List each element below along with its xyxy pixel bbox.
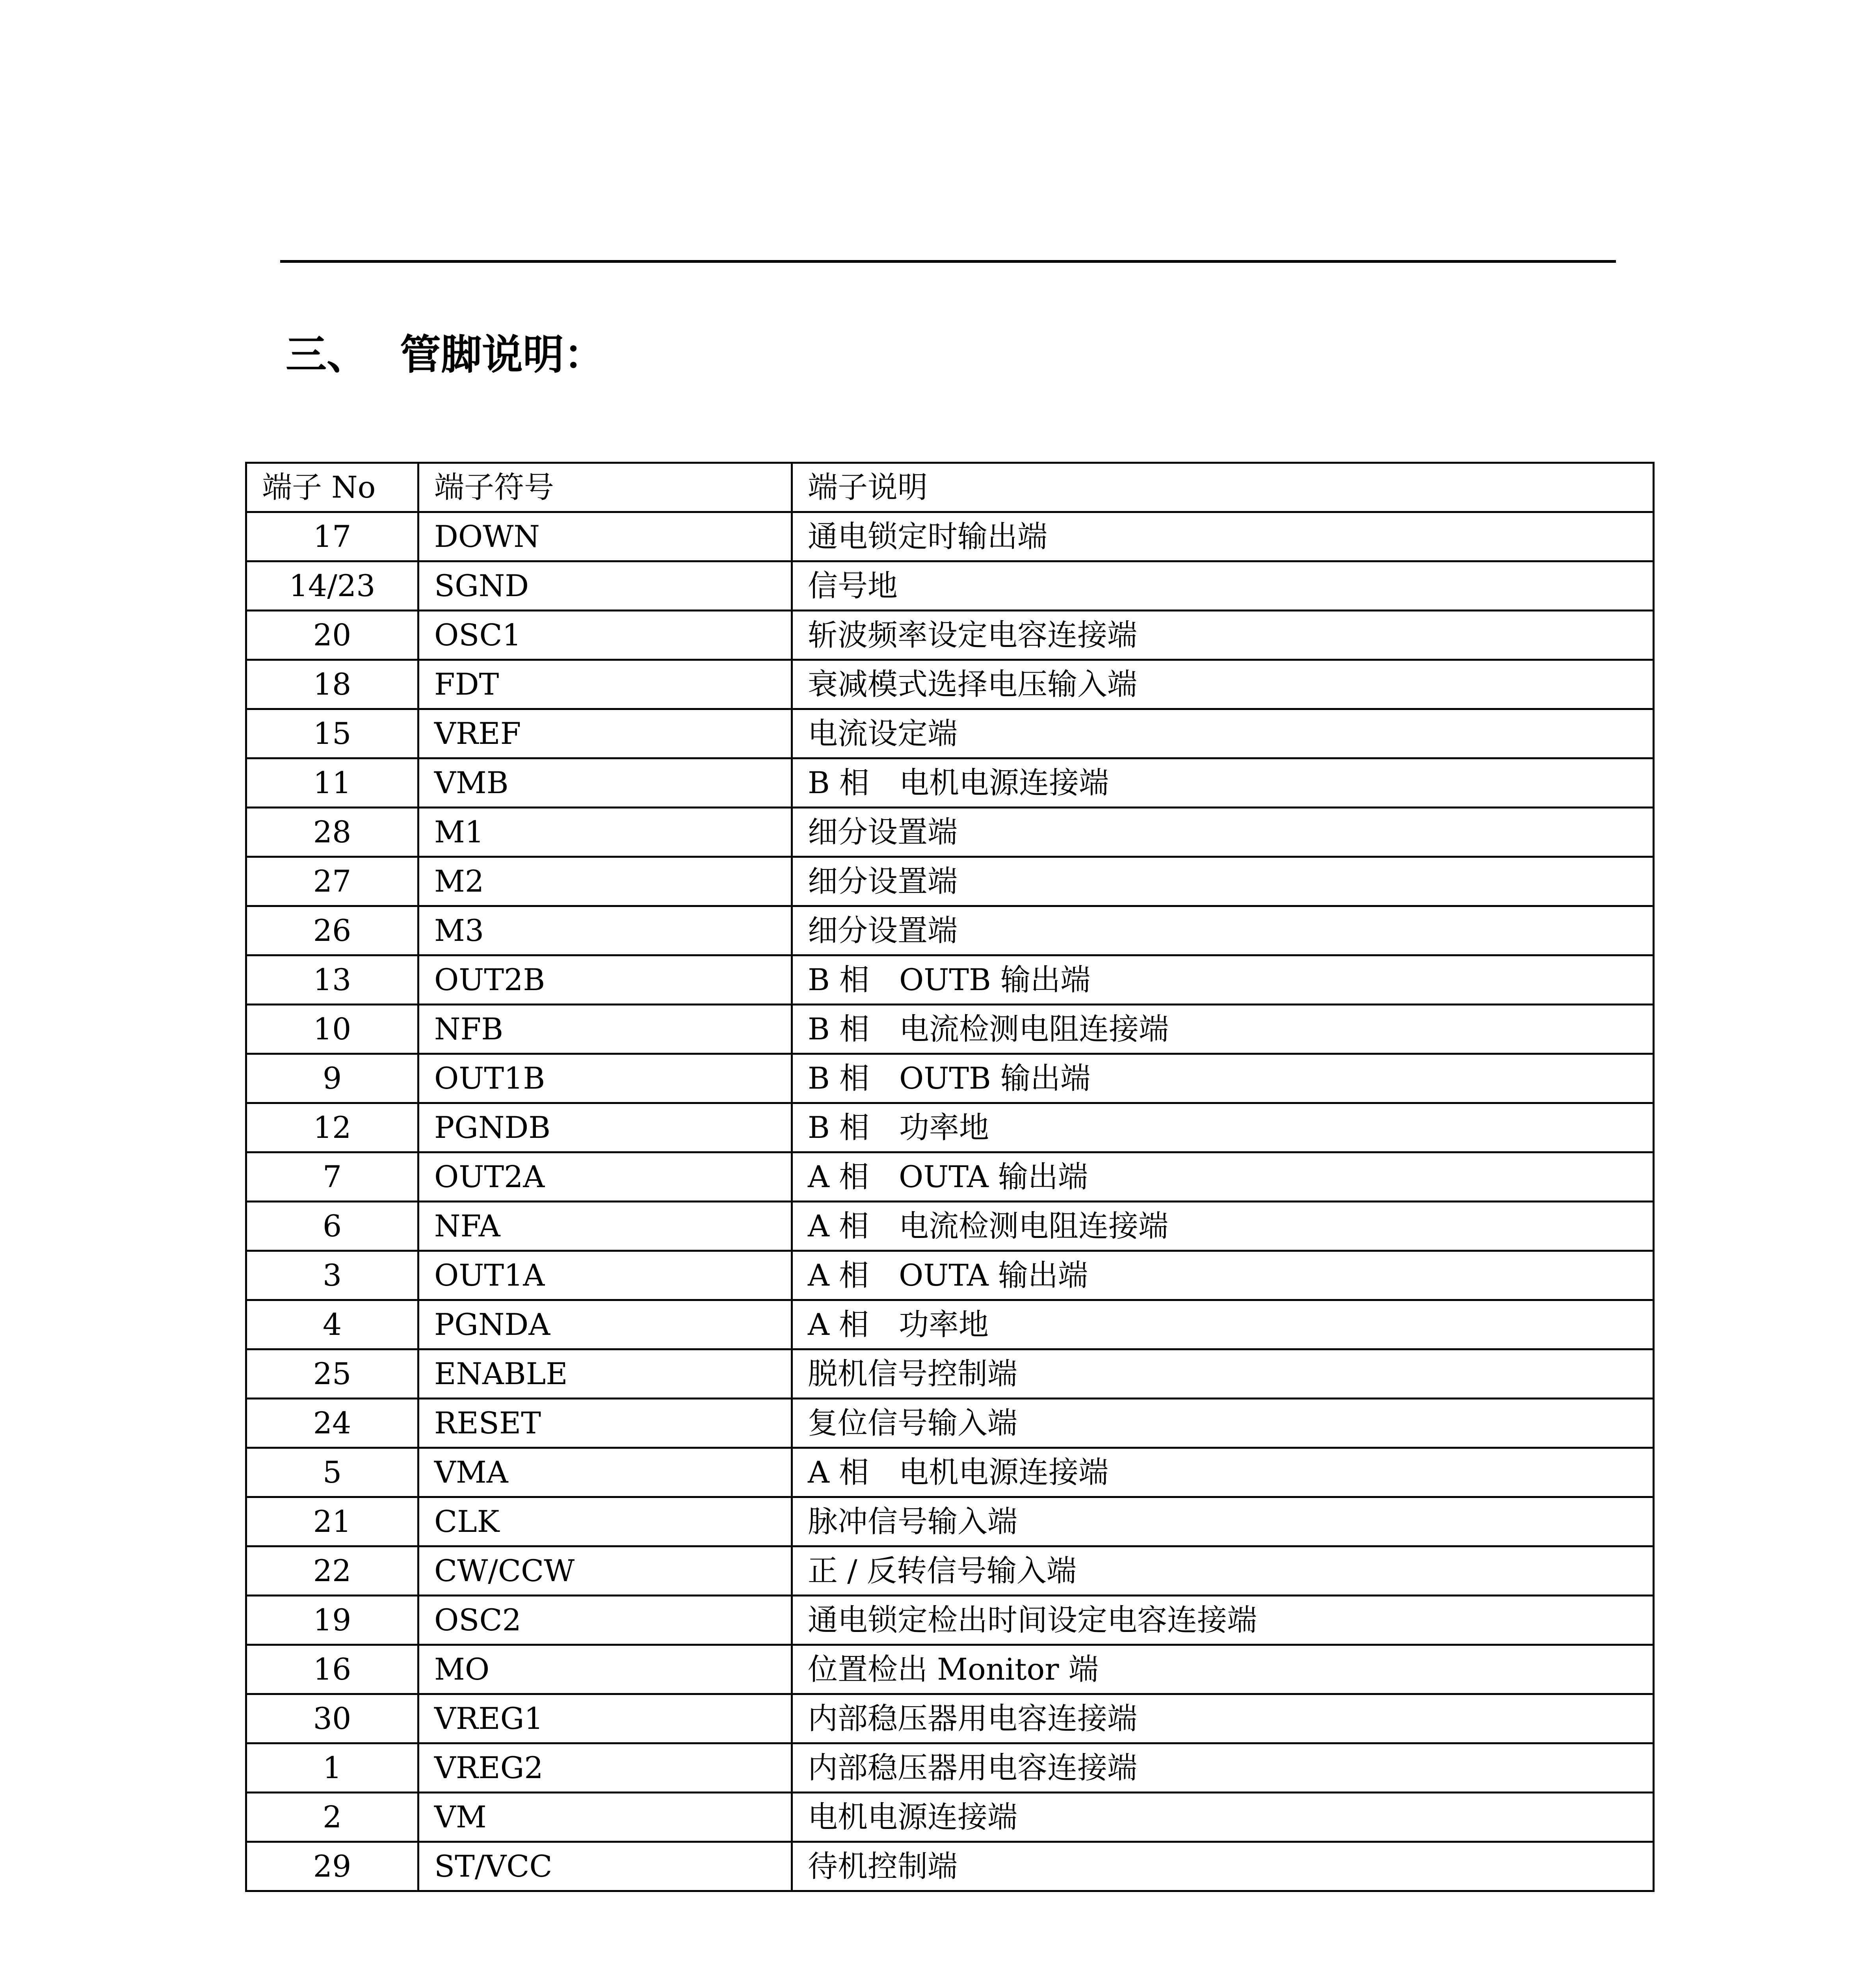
pin-symbol-cell: VMA: [418, 1448, 792, 1497]
pin-description-cell: 衰减模式选择电压输入端: [792, 660, 1654, 709]
table-row: [246, 758, 1654, 808]
pin-description-cell: 脱机信号控制端: [792, 1349, 1654, 1399]
pin-description-cell: 斩波频率设定电容连接端: [792, 611, 1654, 660]
pin-number-cell: 3: [246, 1251, 418, 1300]
pin-number-cell: 24: [246, 1399, 418, 1448]
pin-description-cell: 正 / 反转信号输入端: [792, 1546, 1654, 1596]
pin-symbol-cell: OUT2A: [418, 1152, 792, 1202]
table-row: [246, 1202, 1654, 1251]
pin-description-cell: A 相 功率地: [792, 1300, 1654, 1349]
pin-number-cell: 4: [246, 1300, 418, 1349]
table-row: [246, 955, 1654, 1005]
pin-symbol-cell: VREG1: [418, 1694, 792, 1743]
pin-description-cell: 细分设置端: [792, 808, 1654, 857]
pin-symbol-cell: NFA: [418, 1202, 792, 1251]
header-pin-description: 端子说明: [792, 463, 1654, 512]
pin-symbol-cell: RESET: [418, 1399, 792, 1448]
pin-description-cell: B 相 OUTB 输出端: [792, 955, 1654, 1005]
table-row: [246, 1300, 1654, 1349]
pin-description-cell: B 相 电机电源连接端: [792, 758, 1654, 808]
pin-number-cell: 25: [246, 1349, 418, 1399]
pin-number-cell: 9: [246, 1054, 418, 1103]
table-header-row: [246, 463, 1654, 512]
pin-number-cell: 5: [246, 1448, 418, 1497]
pin-number-cell: 30: [246, 1694, 418, 1743]
pin-description-cell: 电流设定端: [792, 709, 1654, 758]
pin-number-cell: 27: [246, 857, 418, 906]
table-row: [246, 1645, 1654, 1694]
table-row: [246, 906, 1654, 955]
pin-symbol-cell: VM: [418, 1793, 792, 1842]
pin-symbol-cell: CW/CCW: [418, 1546, 792, 1596]
table-row: [246, 1349, 1654, 1399]
table-row: [246, 1251, 1654, 1300]
table-row: [246, 512, 1654, 561]
pin-description-cell: A 相 电流检测电阻连接端: [792, 1202, 1654, 1251]
pin-number-cell: 13: [246, 955, 418, 1005]
pin-description-cell: 信号地: [792, 561, 1654, 611]
pin-symbol-cell: PGNDB: [418, 1103, 792, 1152]
pin-symbol-cell: MO: [418, 1645, 792, 1694]
pin-symbol-cell: CLK: [418, 1497, 792, 1546]
section-title-text: 管脚说明：: [400, 331, 605, 379]
pin-symbol-cell: OUT2B: [418, 955, 792, 1005]
pin-number-cell: 1: [246, 1743, 418, 1793]
table-row: [246, 561, 1654, 611]
table-row: [246, 1842, 1654, 1891]
pin-symbol-cell: NFB: [418, 1005, 792, 1054]
table-row: [246, 1399, 1654, 1448]
pin-description-cell: A 相 电机电源连接端: [792, 1448, 1654, 1497]
pin-symbol-cell: M1: [418, 808, 792, 857]
table-row: [246, 1793, 1654, 1842]
table-row: [246, 1005, 1654, 1054]
pin-number-cell: 15: [246, 709, 418, 758]
pin-number-cell: 11: [246, 758, 418, 808]
pin-symbol-cell: M2: [418, 857, 792, 906]
table-row: [246, 1054, 1654, 1103]
header-pin-no: 端子 No: [246, 463, 418, 512]
table-row: [246, 1497, 1654, 1546]
table-row: [246, 1448, 1654, 1497]
pin-number-cell: 14/23: [246, 561, 418, 611]
pin-symbol-cell: OSC1: [418, 611, 792, 660]
pin-symbol-cell: DOWN: [418, 512, 792, 561]
table-row: [246, 611, 1654, 660]
pin-number-cell: 16: [246, 1645, 418, 1694]
pin-description-table: [245, 462, 1655, 1892]
pin-number-cell: 17: [246, 512, 418, 561]
pin-number-cell: 6: [246, 1202, 418, 1251]
pin-number-cell: 18: [246, 660, 418, 709]
pin-number-cell: 22: [246, 1546, 418, 1596]
pin-description-cell: A 相 OUTA 输出端: [792, 1152, 1654, 1202]
pin-description-cell: A 相 OUTA 输出端: [792, 1251, 1654, 1300]
section-title: [286, 329, 605, 380]
pin-symbol-cell: FDT: [418, 660, 792, 709]
pin-symbol-cell: OUT1A: [418, 1251, 792, 1300]
pin-symbol-cell: OUT1B: [418, 1054, 792, 1103]
pin-description-cell: 位置检出 Monitor 端: [792, 1645, 1654, 1694]
table-row: [246, 1694, 1654, 1743]
pin-symbol-cell: ENABLE: [418, 1349, 792, 1399]
table-row: [246, 1596, 1654, 1645]
pin-description-cell: 脉冲信号输入端: [792, 1497, 1654, 1546]
header-pin-symbol: 端子符号: [418, 463, 792, 512]
pin-symbol-cell: M3: [418, 906, 792, 955]
section-number: 三、: [286, 331, 368, 379]
table-row: [246, 660, 1654, 709]
pin-description-cell: 复位信号输入端: [792, 1399, 1654, 1448]
pin-description-cell: B 相 OUTB 输出端: [792, 1054, 1654, 1103]
pin-symbol-cell: VREG2: [418, 1743, 792, 1793]
pin-description-cell: 内部稳压器用电容连接端: [792, 1694, 1654, 1743]
pin-number-cell: 12: [246, 1103, 418, 1152]
table-row: [246, 857, 1654, 906]
table-row: [246, 1152, 1654, 1202]
pin-number-cell: 21: [246, 1497, 418, 1546]
pin-number-cell: 7: [246, 1152, 418, 1202]
pin-symbol-cell: ST/VCC: [418, 1842, 792, 1891]
pin-description-cell: B 相 功率地: [792, 1103, 1654, 1152]
pin-table-body: [246, 463, 1654, 1891]
pin-number-cell: 26: [246, 906, 418, 955]
header-rule: [280, 260, 1616, 263]
table-row: [246, 709, 1654, 758]
pin-symbol-cell: PGNDA: [418, 1300, 792, 1349]
pin-description-cell: B 相 电流检测电阻连接端: [792, 1005, 1654, 1054]
pin-symbol-cell: VREF: [418, 709, 792, 758]
pin-number-cell: 10: [246, 1005, 418, 1054]
pin-number-cell: 19: [246, 1596, 418, 1645]
pin-number-cell: 29: [246, 1842, 418, 1891]
table-row: [246, 1103, 1654, 1152]
pin-number-cell: 2: [246, 1793, 418, 1842]
table-row: [246, 1546, 1654, 1596]
table-row: [246, 1743, 1654, 1793]
pin-description-cell: 内部稳压器用电容连接端: [792, 1743, 1654, 1793]
pin-symbol-cell: SGND: [418, 561, 792, 611]
pin-description-cell: 通电锁定时输出端: [792, 512, 1654, 561]
pin-description-cell: 待机控制端: [792, 1842, 1654, 1891]
pin-symbol-cell: OSC2: [418, 1596, 792, 1645]
pin-description-cell: 细分设置端: [792, 906, 1654, 955]
pin-description-cell: 电机电源连接端: [792, 1793, 1654, 1842]
table-row: [246, 808, 1654, 857]
pin-description-cell: 细分设置端: [792, 857, 1654, 906]
pin-number-cell: 20: [246, 611, 418, 660]
pin-number-cell: 28: [246, 808, 418, 857]
pin-symbol-cell: VMB: [418, 758, 792, 808]
pin-description-cell: 通电锁定检出时间设定电容连接端: [792, 1596, 1654, 1645]
